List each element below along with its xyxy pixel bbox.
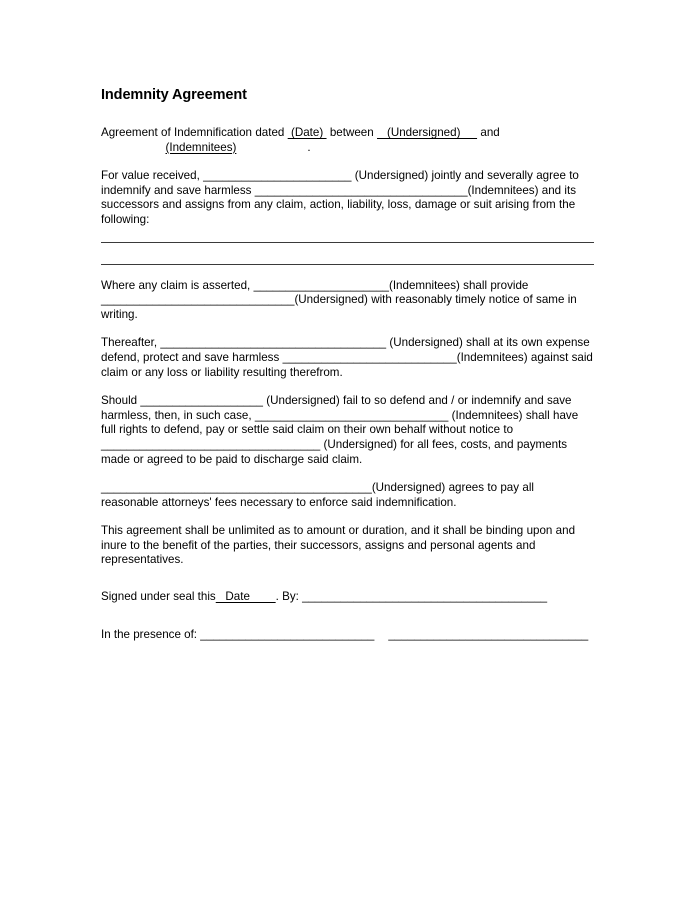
in-presence-of-label: In the presence of: — [101, 627, 201, 641]
p1-indemnitees-fill[interactable]: (Indemnitees) — [165, 140, 237, 154]
signed-by-label: . By: — [275, 590, 303, 604]
signed-date-fill[interactable]: Date — [215, 590, 276, 604]
p1-date-fill[interactable]: (Date) — [287, 126, 327, 139]
p2-text-lead: For value received, — [101, 169, 204, 183]
signed-under-seal-row — [101, 590, 594, 605]
p5-text-tail: (Undersigned) for all fees, costs, and payments made or agreed to be paid to discharge said claim. — [101, 437, 568, 466]
write-in-ruled-lines — [101, 242, 594, 265]
p2-blank-2[interactable]: _________________________________ — [254, 183, 468, 197]
p3-blank-2[interactable]: ______________________________ — [101, 293, 295, 307]
p1-text-between: between — [326, 126, 378, 139]
signed-by-blank[interactable]: ______________________________________ — [302, 590, 548, 604]
p4-text-tail: (Indemnitees) against said claim or any loss or liability resulting therefrom. — [101, 350, 593, 379]
p6-blank-1[interactable]: __________________________________________ — [101, 481, 372, 495]
ruled-line-2[interactable] — [101, 264, 594, 265]
p5-blank-3[interactable]: __________________________________ — [101, 437, 321, 451]
witness-blank-2[interactable]: _______________________________ — [388, 627, 589, 641]
p1-text-lead: Agreement of Indemnification dated — [101, 126, 288, 139]
signature-block — [101, 590, 594, 642]
p3-text-mid: (Indemnitees) shall provide — [388, 278, 529, 292]
p5-blank-2[interactable]: ______________________________ — [254, 408, 449, 422]
p1-text-and: and — [477, 126, 500, 139]
p1-indemnitees-blank-lead[interactable] — [101, 141, 165, 154]
paragraph-should-fail-to-defend — [101, 394, 594, 467]
paragraph-thereafter — [101, 336, 594, 380]
page-title: Indemnity Agreement — [101, 87, 247, 103]
p1-text-period: . — [307, 140, 311, 154]
p3-blank-1[interactable]: _____________________ — [253, 278, 389, 292]
p3-text-lead: Where any claim is asserted, — [101, 278, 254, 292]
p1-indemnitees-blank-trail[interactable] — [236, 141, 307, 154]
paragraph-attorneys-fees — [101, 481, 594, 510]
ruled-line-1[interactable] — [101, 242, 594, 243]
in-presence-of-row — [101, 628, 594, 643]
p3-text-tail: (Undersigned) with reasonably timely notice of same in writing. — [101, 293, 577, 321]
p1-undersigned-fill[interactable]: (Undersigned) — [377, 126, 478, 139]
p5-text-mid-2: (Indemnitees) shall have full rights to defend, pay or settle said claim on their own behalf without notice to — [101, 408, 579, 437]
p5-blank-1[interactable]: ___________________ — [140, 394, 263, 408]
paragraph-binding-clause: This agreement shall be unlimited as to amount or duration, and it shall be binding upon and inure to the benefit of the parties, their successors, assigns and personal agents and representatives. — [101, 524, 576, 567]
document-body — [101, 86, 594, 642]
p4-blank-2[interactable]: ___________________________ — [282, 350, 457, 364]
paragraph-agreement-date — [101, 126, 594, 155]
p4-text-lead: Thereafter, — [101, 336, 161, 350]
paragraph-claim-asserted — [101, 279, 594, 323]
p6-text-tail: (Undersigned) agrees to pay all reasonable attorneys' fees necessary to enforce said indemnification. — [101, 481, 534, 509]
paragraph-for-value-received — [101, 169, 594, 227]
witness-blank-1[interactable]: ___________________________ — [200, 627, 375, 641]
p2-text-mid: (Undersigned) jointly and severally agree to indemnify and save harmless — [101, 169, 579, 197]
p5-text-lead: Should — [101, 394, 141, 408]
signed-under-seal-label: Signed under seal this — [101, 590, 216, 604]
p4-text-mid: (Undersigned) shall at its own expense defend, protect and save harmless — [101, 336, 590, 364]
p5-text-mid-1: (Undersigned) fail to so defend and / or indemnify and save harmless, then, in such case, — [101, 394, 572, 422]
p4-blank-1[interactable]: ___________________________________ — [160, 336, 387, 350]
p2-text-tail: (Indemnitees) and its successors and assigns from any claim, action, liability, loss, damage or suit arising from the following: — [101, 183, 577, 226]
p2-blank-1[interactable]: _______________________ — [203, 169, 352, 183]
